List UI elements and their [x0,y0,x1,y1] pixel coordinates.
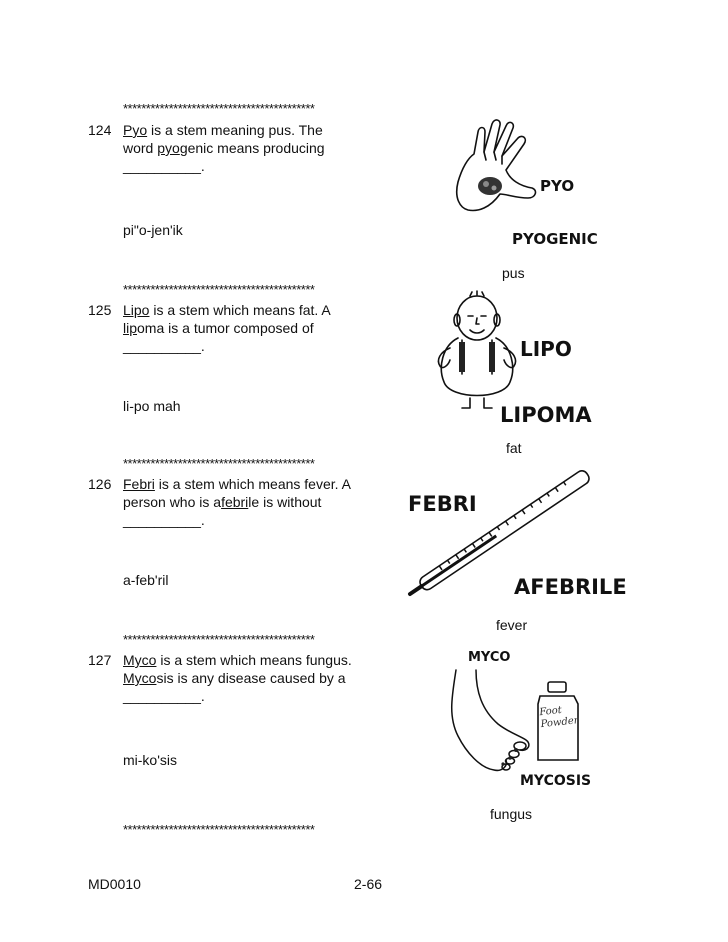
stem-underlined: Pyo [123,122,148,138]
illustration-stem-label: MYCO [468,650,511,665]
footer-document-id: MD0010 [88,876,141,892]
answer-blank: __________. [123,338,205,354]
pronunciation: pi"o-jen'ik [123,222,183,238]
hand-illustration [440,114,560,224]
powder-label: Foot Powder [538,704,580,731]
frame-text-line2: word pyogenic means producing [123,140,325,156]
illustration-word-label: AFEBRILE [514,575,627,599]
illustration-stem-label: LIPO [520,337,572,361]
frame-number: 125 [88,302,112,318]
pronunciation: a-feb'ril [123,572,169,588]
separator: ****************************************** [123,632,315,647]
stem-underlined: lip [123,320,138,336]
pronunciation: li-po mah [123,398,181,414]
frame-text-line1: Lipo is a stem which means fat. A [123,302,331,318]
frame-text-line2: person who is afebrile is without [123,494,322,510]
stem-underlined: Febri [123,476,155,492]
answer: fever [496,617,528,633]
stem-underlined: Lipo [123,302,150,318]
illustration-stem-label: PYO [540,177,575,195]
frame-number: 127 [88,652,112,668]
separator: ****************************************** [123,282,315,297]
foot-illustration [436,666,536,776]
frame-text-line2: lipoma is a tumor composed of [123,320,314,336]
stem-underlined: Myco [123,670,157,686]
illustration-word-label: MYCOSIS [520,773,592,789]
frame-text-line1: Pyo is a stem meaning pus. The [123,122,323,138]
separator: ****************************************** [123,456,315,471]
answer: fat [506,440,522,456]
answer-blank: __________. [123,688,205,704]
stem-underlined: pyo [157,140,180,156]
frame-text-line1: Myco is a stem which means fungus. [123,652,352,668]
illustration-word-label: LIPOMA [500,403,592,427]
illustration-word-label: PYOGENIC [512,230,598,248]
stem-underlined: Myco [123,652,157,668]
answer-blank: __________. [123,512,205,528]
answer-blank: __________. [123,158,205,174]
answer: fungus [490,806,533,822]
answer: pus [502,265,525,281]
footer-page-number: 2-66 [354,876,383,892]
separator: ****************************************** [123,101,315,116]
frame-number: 126 [88,476,112,492]
frame-text-line2: Mycosis is any disease caused by a [123,670,346,686]
pronunciation: mi-ko'sis [123,752,178,768]
fat-man-illustration [432,290,522,410]
stem-underlined: febri [221,494,249,510]
frame-number: 124 [88,122,112,138]
separator: ****************************************** [123,822,315,837]
frame-text-line1: Febri is a stem which means fever. A [123,476,351,492]
illustration-stem-label: FEBRI [408,492,477,516]
